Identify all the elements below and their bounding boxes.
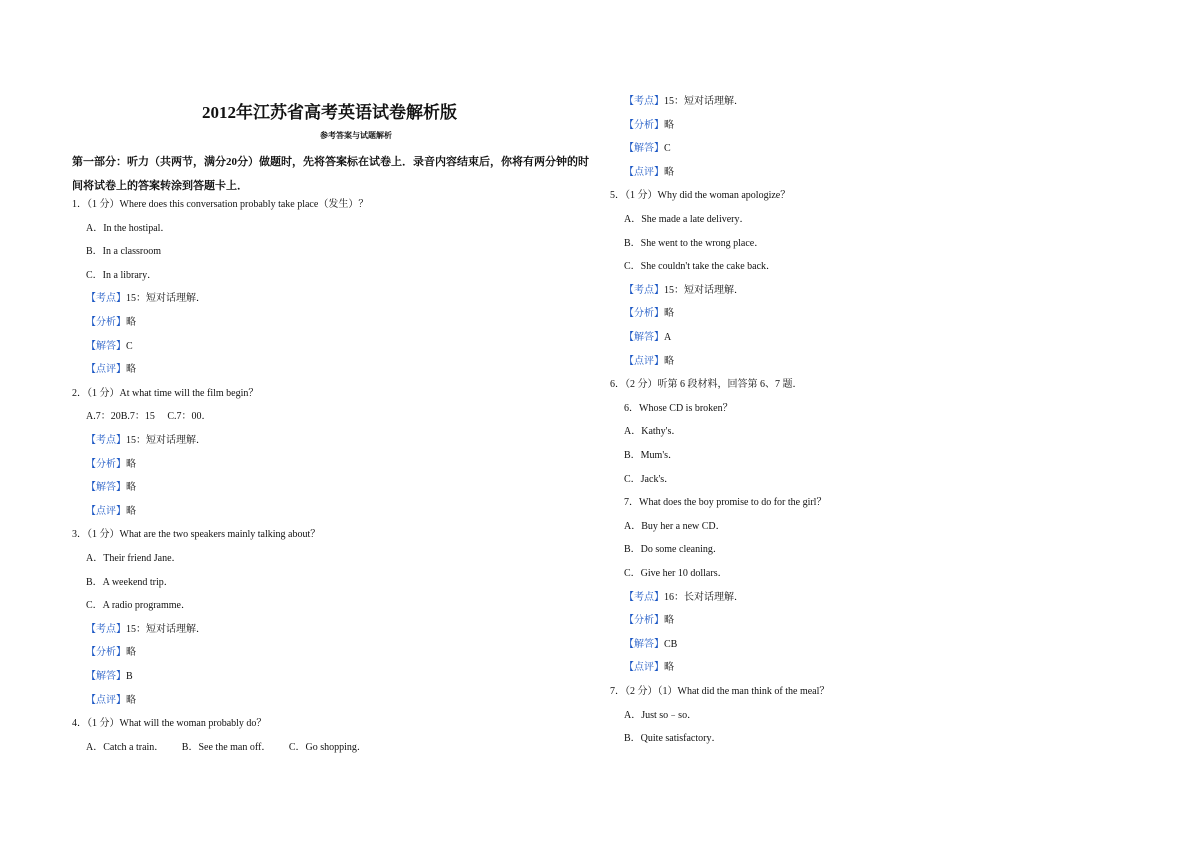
tag-label: 【点评】 — [624, 662, 664, 674]
question-stem: 6．（2 分）听第 6 段材料，回答第 6、7 题． — [610, 379, 803, 391]
question-stem: 2．（1 分）At what time will the film begin？ — [72, 387, 259, 399]
tag-value: 15：短对话理解． — [126, 435, 206, 446]
tag-label: 【点评】 — [624, 355, 664, 367]
tag-label: 【分析】 — [624, 615, 664, 627]
tag-label: 【分析】 — [86, 458, 126, 470]
answer-option: B．Mum's． — [624, 450, 679, 461]
analysis-kaodian — [86, 292, 206, 306]
tag-value: 15：短对话理解． — [664, 284, 744, 296]
analysis-kaodian — [624, 591, 744, 605]
answer-option: B．She went to the wrong place． — [624, 237, 765, 249]
analysis-dianping — [624, 355, 674, 369]
tag-label: 【考点】 — [624, 591, 664, 603]
tag-value: 略 — [664, 119, 674, 131]
tag-label: 【考点】 — [624, 96, 664, 107]
answer-option: B．A weekend trip． — [86, 576, 174, 588]
analysis-fenxi — [624, 614, 674, 628]
tag-value: 15：短对话理解． — [664, 96, 744, 107]
tag-label: 【分析】 — [86, 317, 126, 328]
tag-label: 【解答】 — [624, 143, 664, 155]
section-intro: 第一部分：听力（共两节，满分20分）做题时，先将答案标在试卷上．录音内容结束后，你将有两分钟的时间将试卷上的答案转涂到答题卡上． — [72, 156, 589, 192]
answer-option: A．Buy her a new CD． — [624, 520, 726, 532]
analysis-fenxi — [86, 458, 136, 472]
analysis-jieda — [624, 638, 677, 652]
tag-value: 略 — [664, 662, 674, 674]
answer-option: C．A radio programme． — [86, 600, 191, 612]
question-stem: 3．（1 分）What are the two speakers mainly talking about？ — [72, 529, 321, 541]
answer-option: A．Their friend Jane． — [86, 553, 182, 564]
tag-label: 【解答】 — [624, 638, 664, 650]
analysis-fenxi — [624, 119, 674, 133]
analysis-fenxi — [86, 646, 136, 660]
tag-value: A — [664, 332, 672, 343]
tag-label: 【考点】 — [624, 284, 664, 296]
analysis-fenxi — [624, 307, 674, 321]
tag-label: 【考点】 — [86, 435, 126, 446]
analysis-dianping — [86, 694, 136, 708]
answer-option: A．Kathy's． — [624, 426, 682, 438]
answer-option: B．Quite satisfactory． — [624, 733, 722, 745]
tag-value: 16：长对话理解． — [664, 591, 744, 603]
tag-label: 【点评】 — [624, 166, 664, 178]
page-subtitle: 参考答案与试题解析 — [320, 131, 392, 140]
tag-label: 【分析】 — [86, 647, 126, 659]
analysis-kaodian — [624, 284, 744, 298]
tag-value: 略 — [126, 364, 136, 376]
tag-label: 【考点】 — [86, 623, 126, 635]
tag-value: 略 — [126, 505, 136, 517]
page-title: 2012年江苏省高考英语试卷解析版 — [202, 103, 457, 122]
tag-value: CB — [664, 638, 678, 650]
tag-value: 略 — [664, 355, 674, 367]
tag-label: 【考点】 — [86, 293, 126, 305]
analysis-fenxi — [86, 316, 136, 330]
tag-value: C — [664, 143, 671, 155]
tag-label: 【点评】 — [86, 364, 126, 376]
tag-value: 15：短对话理解． — [126, 623, 206, 635]
tag-value: C — [126, 340, 133, 352]
answer-option: C．Jack's． — [624, 473, 675, 485]
analysis-jieda — [86, 481, 136, 495]
analysis-kaodian — [86, 623, 206, 637]
analysis-jieda — [86, 340, 133, 354]
tag-value: 略 — [126, 317, 136, 328]
tag-label: 【解答】 — [86, 340, 126, 352]
tag-label: 【分析】 — [624, 119, 664, 131]
tag-label: 【点评】 — [86, 694, 126, 706]
question-stem: 1．（1 分）Where does this conversation probably take place（发生）？ — [72, 199, 369, 210]
tag-value: 略 — [664, 308, 674, 320]
analysis-dianping — [624, 661, 674, 675]
answer-option: C．She couldn't take the cake back． — [624, 261, 777, 273]
answer-option: C．In a library． — [86, 269, 158, 281]
tag-value: 略 — [664, 615, 674, 627]
tag-value: B — [126, 671, 133, 682]
answer-option: A．In the hostipal． — [86, 222, 171, 234]
answer-option: B．In a classroom — [86, 246, 161, 258]
tag-value: 略 — [126, 694, 136, 706]
answer-option: B．Do some cleaning． — [624, 544, 723, 556]
analysis-jieda — [624, 331, 671, 345]
answer-option: A．Catch a train． B．See the man off． C．Go shopping． — [86, 741, 367, 753]
tag-value: 略 — [126, 647, 136, 659]
tag-label: 【解答】 — [86, 671, 126, 682]
analysis-dianping — [86, 363, 136, 377]
analysis-dianping — [86, 505, 136, 519]
tag-label: 【解答】 — [624, 332, 664, 343]
tag-value: 略 — [126, 482, 136, 494]
answer-option: A.7：20B.7：15 C.7：00． — [86, 411, 212, 423]
answer-option: A．She made a late delivery． — [624, 214, 750, 225]
tag-value: 15：短对话理解． — [126, 293, 206, 305]
tag-label: 【解答】 — [86, 482, 126, 494]
analysis-kaodian — [86, 434, 206, 448]
analysis-kaodian — [624, 95, 744, 109]
question-stem: 5．（1 分）Why did the woman apologize？ — [610, 190, 791, 202]
answer-option: C．Give her 10 dollars． — [624, 568, 728, 579]
question-stem: 7．（2 分）（1）What did the man think of the meal？ — [610, 686, 830, 697]
analysis-dianping — [624, 166, 674, 180]
answer-option: 7．What does the boy promise to do for the girl？ — [624, 497, 827, 509]
tag-label: 【点评】 — [86, 505, 126, 517]
question-stem: 4．（1 分）What will the woman probably do？ — [72, 718, 267, 730]
answer-option: A．Just so﹣so． — [624, 709, 698, 721]
tag-value: 略 — [664, 166, 674, 178]
answer-option: 6．Whose CD is broken？ — [624, 402, 733, 414]
tag-value: 略 — [126, 458, 136, 470]
analysis-jieda — [624, 142, 671, 156]
analysis-jieda — [86, 670, 133, 684]
tag-label: 【分析】 — [624, 308, 664, 320]
